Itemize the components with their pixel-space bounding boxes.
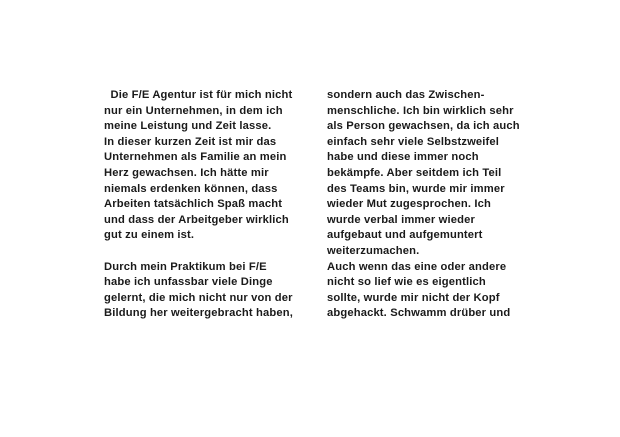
text-line: weiterzumachen.	[327, 244, 420, 257]
text-column-right	[327, 88, 542, 322]
paragraph	[327, 260, 542, 322]
paragraph-gap	[104, 244, 319, 260]
text-line: nicht so lief wie es eigentlich	[327, 276, 486, 289]
text-line: gut zu einem ist.	[104, 229, 195, 242]
text-line: sondern auch das Zwischen-	[327, 89, 485, 101]
text-line: aufgebaut und aufgemuntert	[327, 229, 483, 242]
text-line: Unternehmen als Familie an mein	[104, 151, 287, 164]
text-column-left	[104, 88, 319, 322]
paragraph	[327, 88, 542, 260]
paragraph	[104, 260, 319, 322]
text-line: menschliche. Ich bin wirklich sehr	[327, 104, 514, 117]
text-line: Bildung her weitergebracht haben,	[104, 307, 293, 320]
text-line: wurde verbal immer wieder	[327, 213, 476, 226]
text-line: niemals erdenken können, dass	[104, 182, 278, 195]
text-line: des Teams bin, wurde mir immer	[327, 182, 505, 195]
text-line: Die F/E Agentur ist für mich nicht	[104, 89, 293, 101]
text-line: wieder Mut zugesprochen. Ich	[327, 198, 491, 211]
text-line: Auch wenn das eine oder andere	[327, 260, 507, 273]
text-line: abgehackt. Schwamm drüber und	[327, 307, 511, 320]
text-line: und dass der Arbeitgeber wirklich	[104, 213, 289, 226]
text-line: als Person gewachsen, da ich auch	[327, 120, 520, 133]
text-line: In dieser kurzen Zeit ist mir das	[104, 135, 277, 148]
text-line: Herz gewachsen. Ich hätte mir	[104, 166, 269, 179]
text-line: gelernt, die mich nicht nur von der	[104, 291, 293, 304]
text-line: bekämpfe. Aber seitdem ich Teil	[327, 166, 502, 179]
text-line: Arbeiten tatsächlich Spaß macht	[104, 198, 283, 211]
text-line: nur ein Unternehmen, in dem ich	[104, 104, 283, 117]
text-line: meine Leistung und Zeit lasse.	[104, 120, 272, 133]
text-line: habe ich unfassbar viele Dinge	[104, 276, 273, 289]
text-line: einfach sehr viele Selbstzweifel	[327, 135, 500, 148]
paragraph	[104, 88, 319, 244]
text-line: Durch mein Praktikum bei F/E	[104, 260, 267, 273]
text-line: habe und diese immer noch	[327, 151, 479, 164]
text-line: sollte, wurde mir nicht der Kopf	[327, 291, 500, 304]
